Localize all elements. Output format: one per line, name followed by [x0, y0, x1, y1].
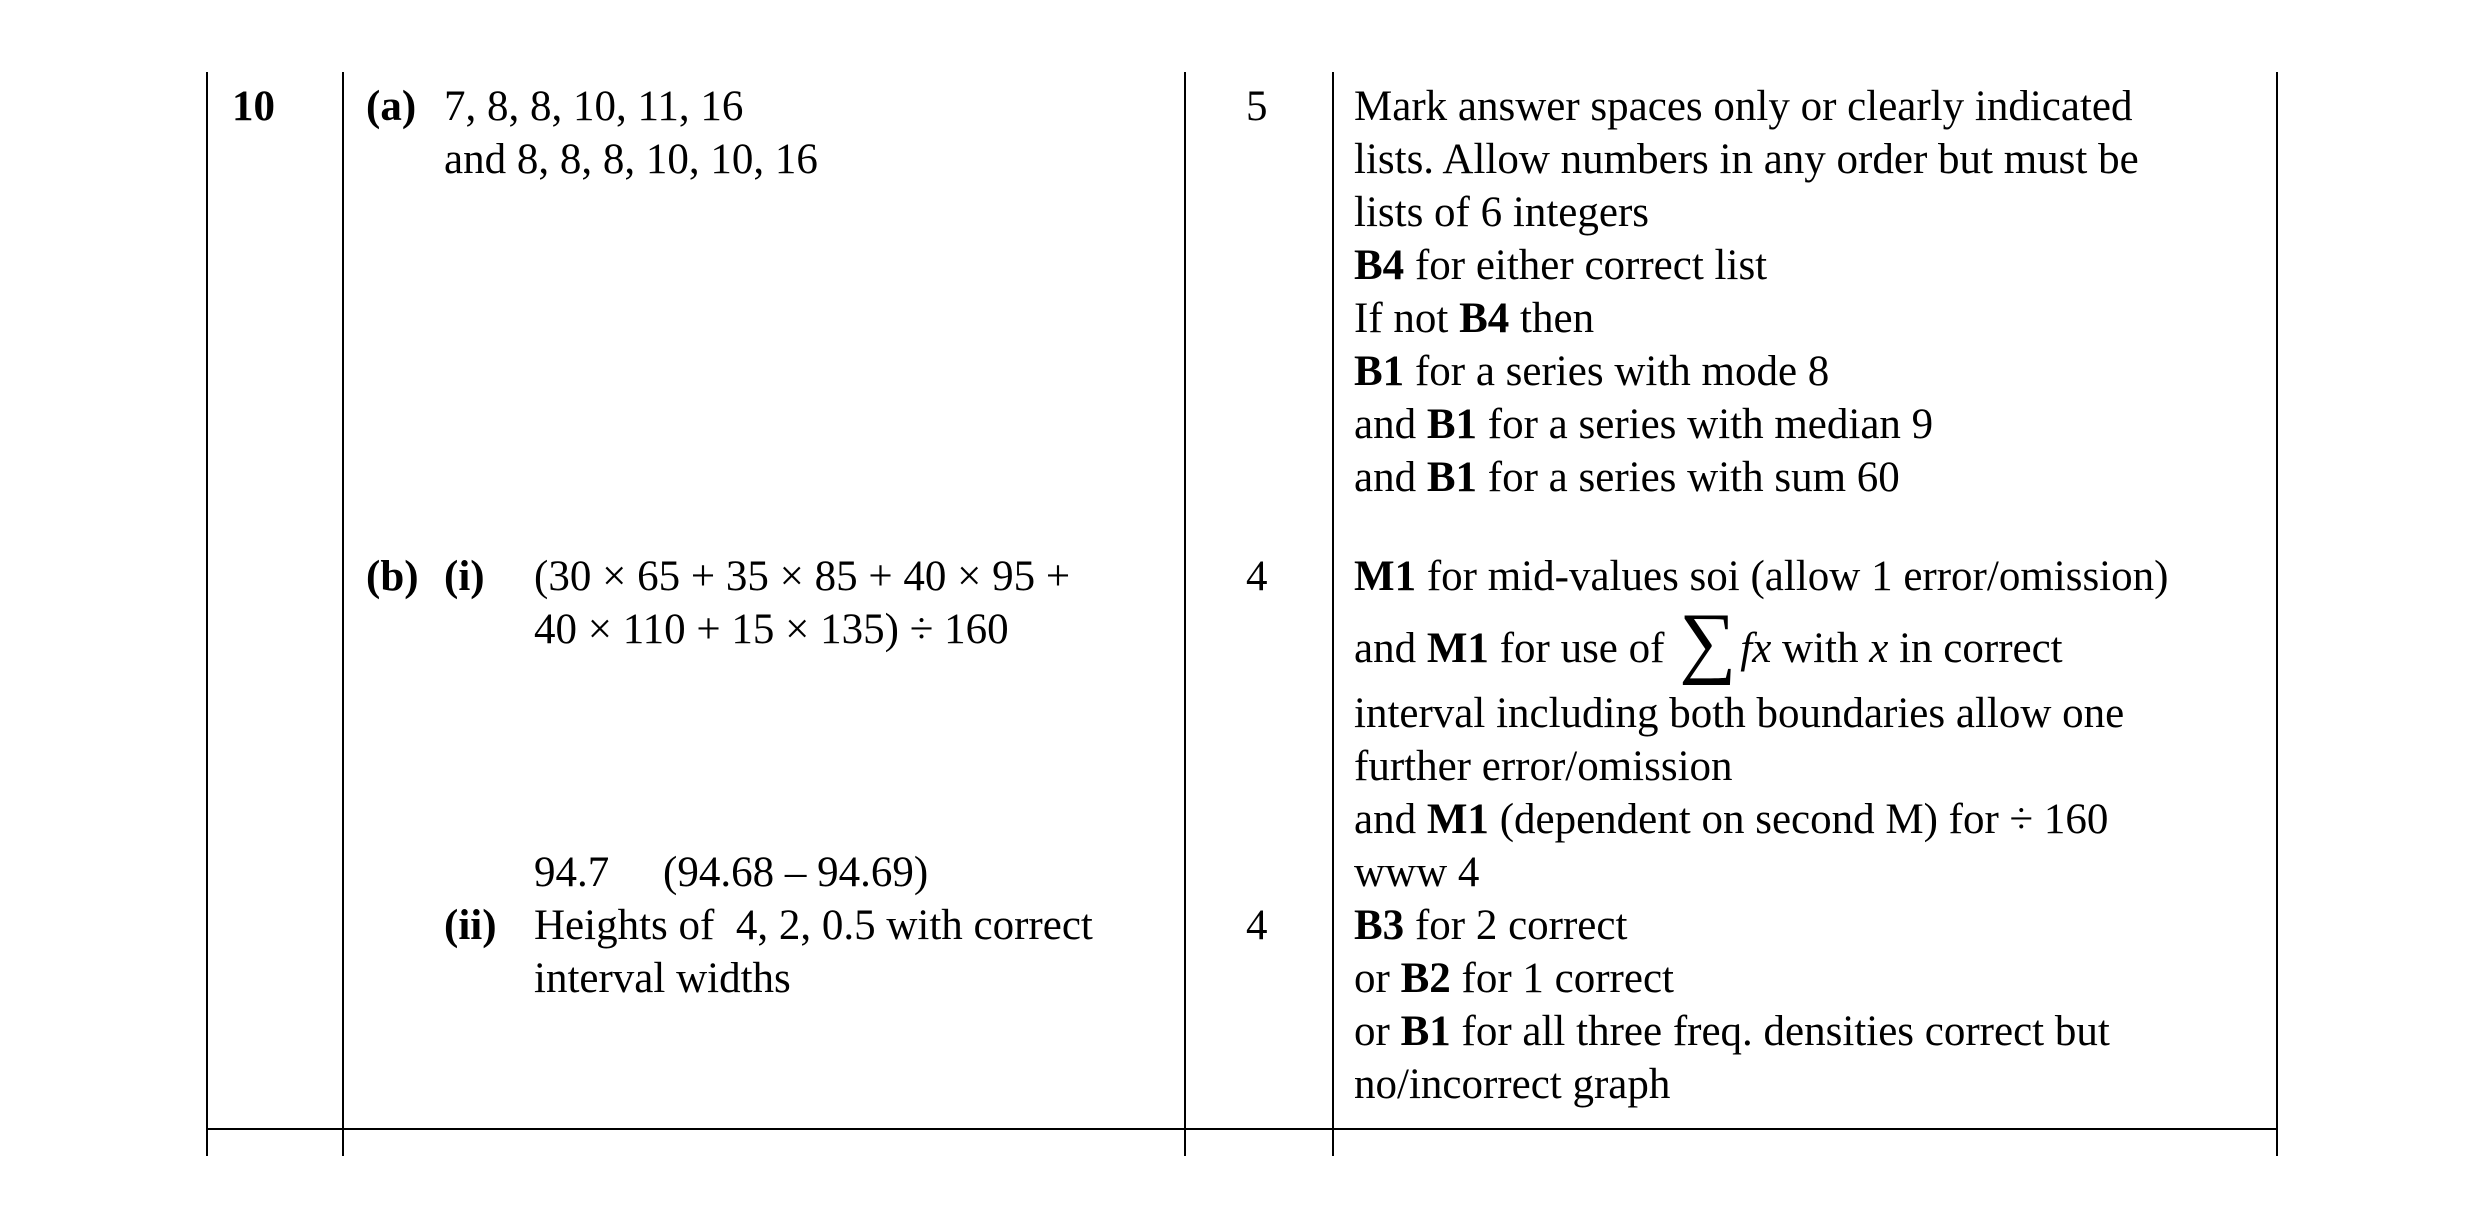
guidance-bi-line-3: interval including both boundaries allow one	[1354, 690, 2125, 737]
guidance-text: for a series with sum 60	[1477, 454, 1900, 501]
guidance-text: for mid-values soi (allow 1 error/omission)	[1416, 553, 2169, 600]
table-divider-question	[342, 72, 344, 1156]
mark-code: B1	[1400, 1008, 1451, 1055]
mark-code: B1	[1426, 401, 1478, 448]
guidance-text: for either correct list	[1404, 242, 1768, 289]
guidance-bii-line-4: no/incorrect graph	[1354, 1061, 1671, 1108]
part-a-label: (a)	[366, 83, 417, 130]
guidance-text: and	[1354, 625, 1427, 672]
guidance-bi-line-1	[1354, 550, 2168, 603]
guidance-a-line-1: Mark answer spaces only or clearly indicated	[1354, 83, 2133, 130]
guidance-text: for a series with median 9	[1477, 401, 1934, 448]
mark-code: B4	[1354, 242, 1405, 289]
table-border-left	[206, 72, 208, 1156]
guidance-text: for use of	[1488, 625, 1676, 672]
part-b-ii-marks: 4	[1246, 902, 1268, 949]
guidance-text: with	[1771, 625, 1870, 672]
guidance-bi-line-6: www 4	[1354, 849, 1480, 896]
part-b-i-working-line-2: 40 × 110 + 15 × 135) ÷ 160	[534, 606, 1009, 653]
part-b-i-label: (i)	[444, 553, 485, 600]
mark-code: B1	[1426, 454, 1478, 501]
mark-code: B4	[1459, 295, 1510, 342]
mark-code: B3	[1354, 902, 1405, 949]
table-row-bottom-border	[206, 1128, 2278, 1130]
guidance-text: for all three freq. densities correct but	[1450, 1008, 2110, 1055]
mark-code: B1	[1354, 348, 1405, 395]
guidance-bii-line-2	[1354, 952, 1674, 1005]
guidance-text: and	[1354, 401, 1427, 448]
guidance-a-line-6	[1354, 345, 1829, 398]
question-number: 10	[232, 83, 275, 130]
guidance-text: for 2 correct	[1404, 902, 1628, 949]
mark-code: B2	[1400, 955, 1451, 1002]
part-b-ii-label: (ii)	[444, 902, 497, 949]
guidance-bi-line-5	[1354, 793, 2108, 846]
guidance-text: and	[1354, 796, 1427, 843]
table-border-right	[2276, 72, 2278, 1156]
mark-code: M1	[1354, 553, 1417, 600]
guidance-text: then	[1509, 295, 1595, 342]
part-b-i-answer: 94.7 (94.68 – 94.69)	[534, 849, 929, 896]
part-a-answer-line-2: and 8, 8, 8, 10, 10, 16	[444, 136, 818, 183]
part-a-marks: 5	[1246, 83, 1268, 130]
guidance-a-line-4	[1354, 239, 1767, 292]
guidance-a-line-7	[1354, 398, 1933, 451]
guidance-text: or	[1354, 1008, 1401, 1055]
part-b-ii-answer-line-1: Heights of 4, 2, 0.5 with correct	[534, 902, 1093, 949]
table-divider-marks	[1332, 72, 1334, 1156]
guidance-bi-line-2	[1354, 598, 2063, 686]
mark-code: M1	[1426, 796, 1489, 843]
guidance-a-line-3: lists of 6 integers	[1354, 189, 1649, 236]
summation-symbol: ∑	[1679, 598, 1737, 686]
guidance-a-line-2: lists. Allow numbers in any order but must be	[1354, 136, 2139, 183]
guidance-a-line-8	[1354, 451, 1900, 504]
part-b-i-marks: 4	[1246, 553, 1268, 600]
part-a-answer-line-1: 7, 8, 8, 10, 11, 16	[444, 83, 744, 130]
guidance-text: (dependent on second M) for ÷ 160	[1488, 796, 2109, 843]
guidance-a-line-5	[1354, 292, 1594, 345]
guidance-text: If not	[1354, 295, 1460, 342]
guidance-text: and	[1354, 454, 1427, 501]
mark-code: M1	[1426, 625, 1489, 672]
guidance-bii-line-3	[1354, 1005, 2110, 1058]
part-b-ii-answer-line-2: interval widths	[534, 955, 791, 1002]
part-b-i-working-line-1: (30 × 65 + 35 × 85 + 40 × 95 +	[534, 553, 1071, 600]
part-b-label: (b)	[366, 553, 419, 600]
table-divider-answer	[1184, 72, 1186, 1156]
fx-variable: fx	[1740, 625, 1772, 672]
guidance-text: for a series with mode 8	[1404, 348, 1830, 395]
guidance-bi-line-4: further error/omission	[1354, 743, 1733, 790]
guidance-bii-line-1	[1354, 899, 1627, 952]
x-variable: x	[1869, 625, 1889, 672]
guidance-text: in correct	[1888, 625, 2063, 672]
guidance-text: for 1 correct	[1450, 955, 1674, 1002]
guidance-text: or	[1354, 955, 1401, 1002]
